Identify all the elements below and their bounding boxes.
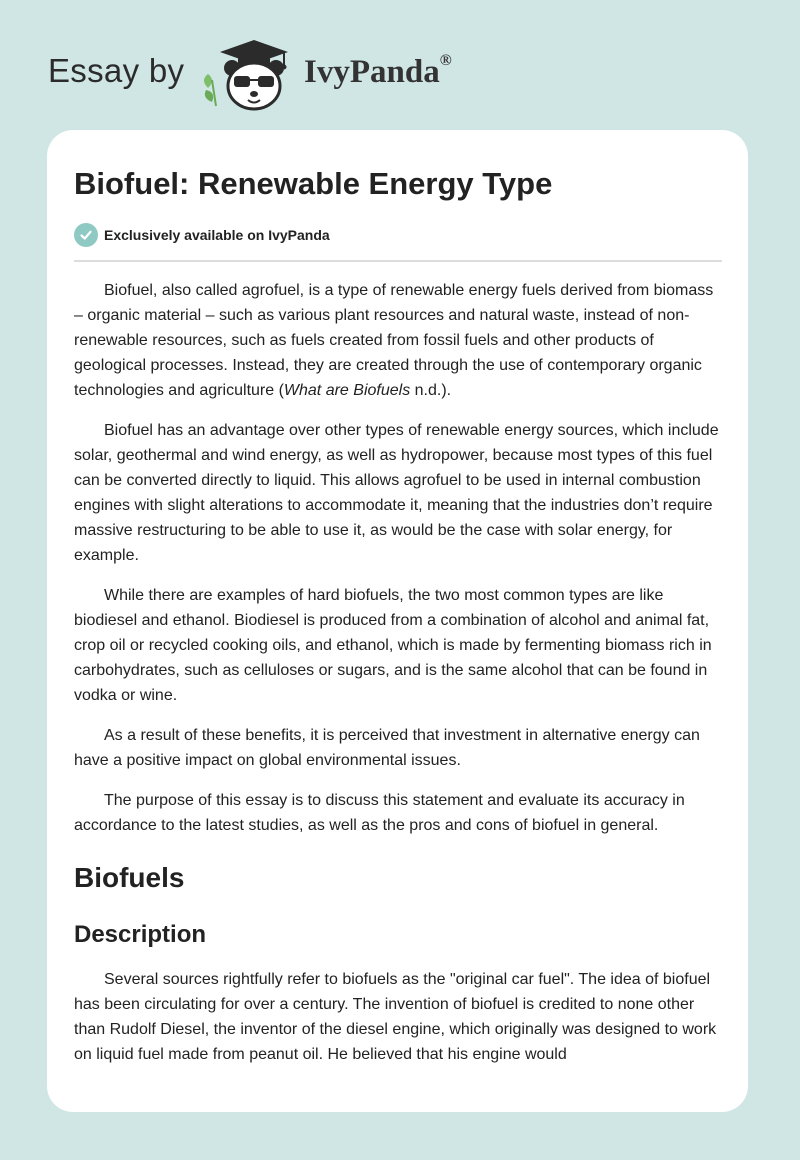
paragraph-1-tail: n.d.). (410, 382, 452, 399)
exclusive-badge (74, 222, 722, 248)
paragraph-5: The purpose of this essay is to discuss this statement and evaluate its accuracy in accordance to the latest studies, as well as the pros and cons of biofuel in general. (74, 792, 685, 834)
essay-content (74, 162, 722, 1067)
paragraph-description: Several sources rightfully refer to biofuels as the "original car fuel". The idea of biofuel has been circulating for over a century. The invention of biofuel is credited to none other than Rudolf Diesel, the inventor of the diesel engine, which originally was designed to work on liquid fuel made from peanut oil. He believed that his engine would (74, 971, 717, 1063)
citation-title: What are Biofuels (283, 382, 411, 399)
essay-by-label: Essay by (48, 52, 185, 89)
registered-mark: ® (439, 52, 452, 69)
brand-name-text: IvyPanda (304, 54, 440, 90)
site-header (48, 36, 568, 112)
brand-name[interactable] (304, 54, 452, 91)
essay-card (47, 130, 748, 1112)
page-title: Biofuel: Renewable Energy Type (74, 166, 553, 201)
section-heading-biofuels: Biofuels (74, 862, 185, 893)
exclusive-badge-text: Exclusively available on IvyPanda (104, 227, 330, 243)
title-divider (74, 260, 722, 262)
paragraph-1-text: Biofuel, also called agrofuel, is a type of renewable energy fuels derived from biomass – organic material – such as various plant resources and natural waste, instead of non-renewable resources, such as fuels created from fossil fuels and other products of geological processes. Instead, they are created through the use of contemporary organic technologies and agriculture ( (74, 282, 714, 399)
paragraph-1 (74, 278, 722, 403)
paragraph-3: While there are examples of hard biofuels, the two most common types are like biodiesel and ethanol. Biodiesel is produced from a combination of alcohol and animal fat, crop oil or recycled cooking oils, and ethanol, which is made by fermenting biomass rich in carbohydrates, such as celluloses or sugars, and is the same alcohol that can be found in vodka or wine. (74, 587, 712, 704)
paragraph-2: Biofuel has an advantage over other types of renewable energy sources, which include solar, geothermal and wind energy, as well as hydropower, because most types of this fuel can be converted directly to liquid. This allows agrofuel to be used in internal combustion engines with slight alterations to accommodate it, meaning that the industries don’t require massive restructuring to be able to use it, as would be the case with solar energy, for example. (74, 422, 719, 564)
panda-logo-icon[interactable] (198, 36, 298, 112)
subsection-heading-description: Description (74, 921, 207, 948)
check-icon (74, 223, 98, 247)
paragraph-4: As a result of these benefits, it is perceived that investment in alternative energy can have a positive impact on global environmental issues. (74, 727, 700, 769)
